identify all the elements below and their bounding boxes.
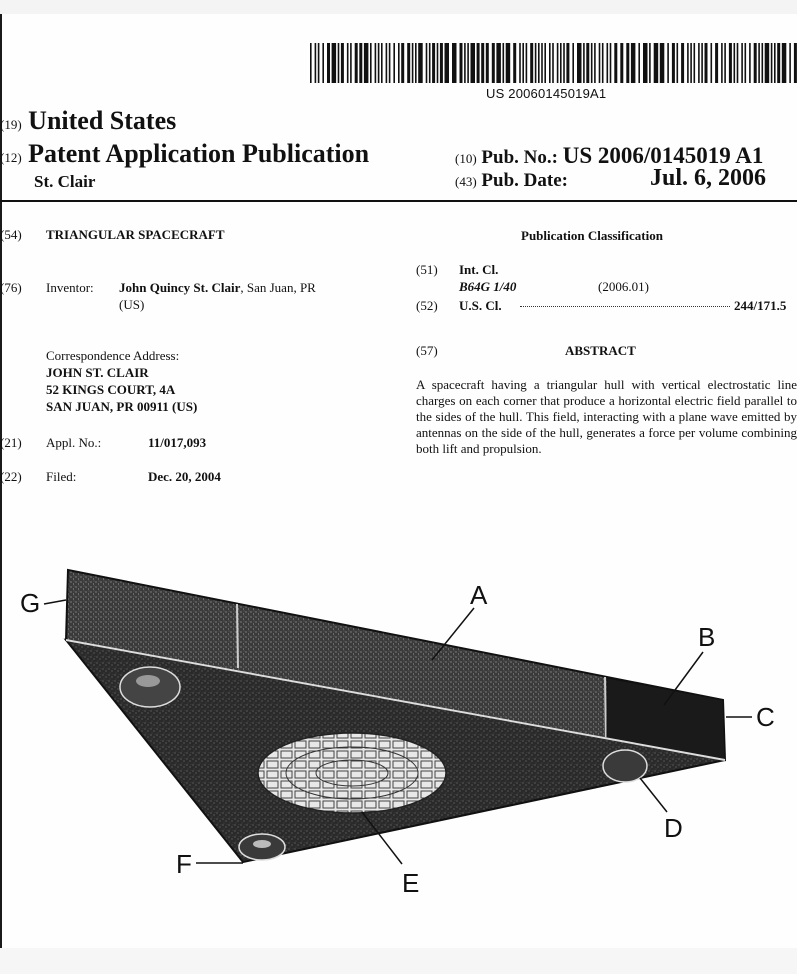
inventor-location: , San Juan, PR [240, 280, 316, 295]
figure-label-e: E [402, 868, 420, 898]
country-heading [0, 106, 176, 136]
corner-emitter-g [120, 667, 180, 707]
invention-title: TRIANGULAR SPACECRAFT [46, 227, 225, 242]
classification-heading: Publication Classification [521, 228, 663, 243]
uscl-label: U.S. Cl. [459, 298, 502, 313]
appl-tag: (21) [0, 435, 22, 450]
header-rule [0, 200, 797, 202]
intcl-code: B64G 1/40 [459, 279, 517, 294]
emitter-g-highlight [136, 675, 160, 687]
pub-no-label: Pub. No.: [481, 147, 558, 168]
intcl-label: Int. Cl. [459, 262, 499, 277]
type-tag: (12) [0, 150, 22, 165]
inventor-line [119, 280, 316, 296]
appl-number: 11/017,093 [148, 435, 207, 450]
figure-label-b: B [698, 622, 716, 652]
pub-no-tag: (10) [455, 151, 477, 166]
abstract-tag: (57) [416, 343, 438, 358]
appl-label: Appl. No.: [46, 435, 102, 450]
country: United States [28, 106, 177, 135]
leader-g [44, 600, 66, 604]
country-tag: (19) [0, 117, 22, 132]
figure-label-f: F [176, 849, 192, 879]
correspondence-name: JOHN ST. CLAIR [46, 365, 149, 380]
figure-label-d: D [664, 813, 683, 843]
intcl-tag: (51) [416, 262, 438, 277]
abstract-heading: ABSTRACT [565, 343, 636, 358]
figure-label-g: G [20, 588, 41, 618]
uscl-tag: (52) [416, 298, 438, 313]
uscl-value: 244/171.5 [734, 298, 787, 313]
correspondence-label: Correspondence Address: [46, 348, 180, 363]
emitter-f-highlight [253, 840, 271, 848]
spacecraft-figure [0, 560, 797, 900]
inventor-name: John Quincy St. Clair [119, 280, 241, 295]
barcode [310, 43, 797, 83]
figure-label-c: C [756, 702, 775, 732]
pub-date-tag: (43) [455, 174, 477, 189]
pub-number: US 2006/0145019 A1 [562, 143, 764, 168]
inventor-short: St. Clair [34, 172, 96, 191]
filed-date: Dec. 20, 2004 [148, 469, 221, 484]
leader-d [640, 778, 667, 812]
uscl-leader-dots [520, 306, 730, 307]
figure-label-a: A [470, 580, 488, 610]
title-tag: (54) [0, 227, 22, 242]
filed-label: Filed: [46, 469, 77, 484]
bottom-strip [0, 948, 797, 974]
filed-tag: (22) [0, 469, 22, 484]
correspondence-street: 52 KINGS COURT, 4A [46, 382, 176, 397]
barcode-number: US 20060145019A1 [486, 86, 607, 101]
inventor-country: (US) [119, 297, 145, 312]
pub-date-line [455, 170, 568, 192]
panel-seam-2 [605, 677, 606, 742]
intcl-year: (2006.01) [598, 279, 649, 294]
inventor-label: Inventor: [46, 280, 94, 295]
publication-type-heading [0, 139, 369, 169]
pub-date-label: Pub. Date: [481, 170, 568, 191]
publication-type: Patent Application Publication [28, 139, 370, 168]
top-strip [0, 0, 797, 14]
correspondence-city: SAN JUAN, PR 00911 (US) [46, 399, 198, 414]
abstract-text: A spacecraft having a triangular hull with vertical electrostatic line charges on each corner that produce a horizontal electric field parallel to the sides of the hull. This field, interacting with a plane wave emitted by antennas on the side of the hull, generates a force per volume combining both lift and propulsion. [416, 377, 797, 456]
pub-date: Jul. 6, 2006 [650, 165, 767, 191]
inventor-tag: (76) [0, 280, 22, 295]
panel-seam-1 [237, 604, 238, 668]
corner-emitter-d [603, 750, 647, 782]
